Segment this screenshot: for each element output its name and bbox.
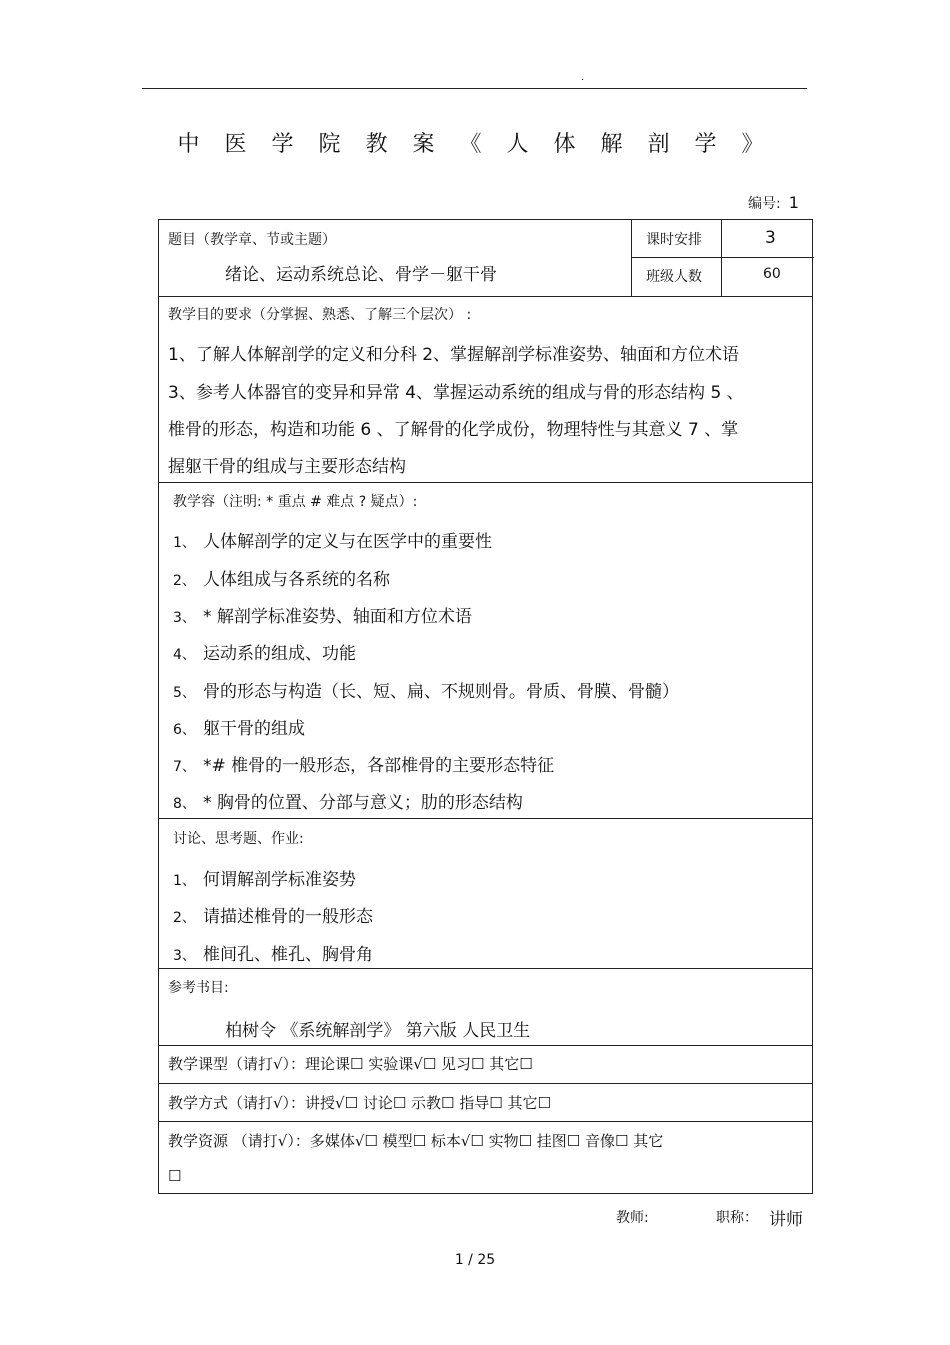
course-type: 教学课型（请打√）：理论课☐ 实验课√☐ 见习☐ 其它☐ (168, 1055, 533, 1073)
list-item: 7、 *# 椎骨的一般形态，各部椎骨的主要形态特征 (173, 756, 555, 776)
teaching-resources: 教学资源 （请打√）：多媒体√☐ 模型☐ 标本√☐ 实物☐ 挂图☐ 音像☐ 其它 (168, 1132, 664, 1150)
header-rule (142, 88, 807, 89)
objectives-line: 1、了解人体解剖学的定义和分科 2、掌握解剖学标准姿势、轴面和方位术语 (168, 345, 740, 365)
list-item: 3、 椎间孔、椎孔、胸骨角 (173, 945, 373, 965)
divider (159, 296, 812, 297)
divider (159, 818, 812, 819)
content-label: 教学容（注明: * 重点 # 难点 ? 疑点）: (173, 494, 418, 510)
references-line: 柏树令 《系统解剖学》 第六版 人民卫生 (225, 1021, 531, 1041)
list-item: 1、 何谓解剖学标准姿势 (173, 870, 356, 890)
page-title: 中 医 学 院 教 案 《 人 体 解 剖 学 》 (177, 132, 773, 157)
divider (631, 257, 814, 258)
references-label: 参考书目: (168, 980, 229, 996)
discussion-label: 讨论、思考题、作业: (173, 831, 304, 847)
class-size-value: 60 (763, 266, 781, 282)
divider (631, 220, 632, 296)
hours-label: 课时安排 (646, 232, 702, 248)
list-item: 3、 * 解剖学标准姿势、轴面和方位术语 (173, 607, 472, 627)
divider (159, 1121, 812, 1122)
topic-value: 绪论、运动系统总论、骨学－躯干骨 (225, 265, 497, 285)
serial-label: 编号: (748, 196, 781, 212)
topic-label: 题目（教学章、节或主题） (168, 232, 336, 248)
serial-value: 1 (788, 193, 799, 212)
list-item: 6、 躯干骨的组成 (173, 719, 305, 739)
divider (159, 968, 812, 969)
list-item: 5、 骨的形态与构造（长、短、扁、不规则骨。骨质、骨膜、骨髓） (173, 682, 679, 702)
divider (159, 1083, 812, 1084)
list-item: 2、 请描述椎骨的一般形态 (173, 907, 373, 927)
list-item: 8、 * 胸骨的位置、分部与意义；肋的形态结构 (173, 793, 523, 813)
list-item: 2、 人体组成与各系统的名称 (173, 570, 390, 590)
page-number: 1 / 25 (454, 1252, 496, 1268)
objectives-label: 教学目的要求（分掌握、熟悉、了解三个层次） : (168, 307, 472, 323)
teaching-method: 教学方式（请打√）：讲授√☐ 讨论☐ 示教☐ 指导☐ 其它☐ (168, 1094, 551, 1112)
header-dot: . (581, 72, 585, 83)
list-item: 1、 人体解剖学的定义与在医学中的重要性 (173, 532, 492, 552)
lesson-plan-table (158, 219, 813, 1194)
objectives-line: 椎骨的形态，构造和功能 6 、了解骨的化学成份，物理特性与其意义 7 、掌 (168, 420, 739, 440)
class-size-label: 班级人数 (646, 269, 702, 285)
teaching-resources-checkbox: ☐ (168, 1167, 182, 1185)
rank-label: 职称： (716, 1210, 758, 1226)
divider (159, 1045, 812, 1046)
objectives-line: 握躯干骨的组成与主要形态结构 (168, 457, 406, 477)
teacher-label: 教师: (616, 1210, 649, 1226)
divider (721, 220, 722, 296)
list-item: 4、 运动系的组成、功能 (173, 644, 356, 664)
hours-value: 3 (765, 228, 776, 248)
rank-value: 讲师 (769, 1210, 803, 1230)
objectives-line: 3、参考人体器官的变异和异常 4、掌握运动系统的组成与骨的形态结构 5 、 (168, 383, 744, 403)
divider (159, 482, 812, 483)
serial-number (748, 193, 799, 213)
